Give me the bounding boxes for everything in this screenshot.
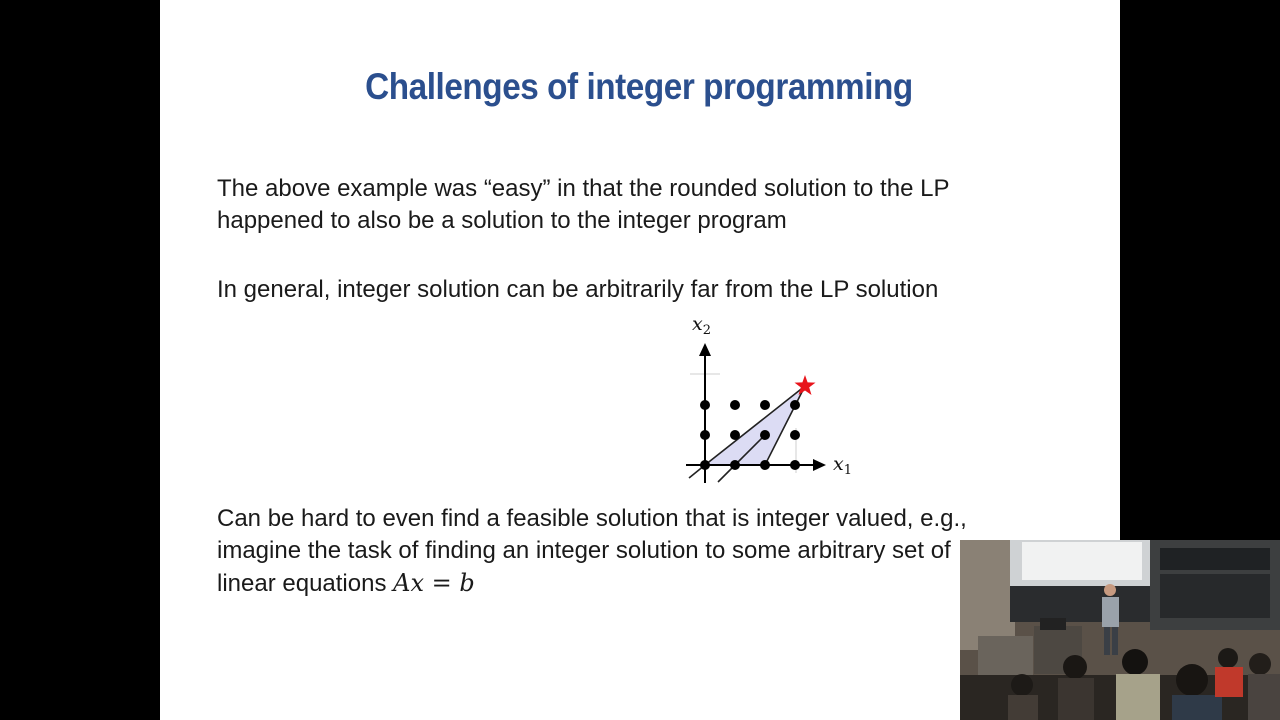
paragraph-text: linear equations [217,570,394,597]
paragraph-rounded-solution [217,173,949,237]
integer-lattice-figure [672,308,872,498]
paragraph-line: Can be hard to even find a feasible solution that is integer valued, e.g., [217,505,967,532]
paragraph-line: happened to also be a solution to the integer program [217,207,787,234]
integer-point [730,430,740,440]
integer-point [760,430,770,440]
integer-point [730,460,740,470]
integer-point [730,400,740,410]
y-axis-label: x [692,313,703,335]
integer-point [700,430,710,440]
integer-point [700,460,710,470]
svg-text:x2 [692,313,711,338]
lecture-video-inset [960,540,1280,720]
x-axis-subscript: 1 [843,463,852,478]
integer-point [790,400,800,410]
paragraph-line: The above example was “easy” in that the rounded solution to the LP [217,175,950,202]
x-axis-label: x [833,453,844,475]
integer-point [790,460,800,470]
integer-point [790,430,800,440]
paragraph-arbitrarily-far: In general, integer solution can be arbitrarily far from the LP solution [217,276,939,303]
integer-point [760,460,770,470]
integer-point [760,400,770,410]
paragraph-line: imagine the task of finding an integer solution to some arbitrary set of [217,537,951,564]
integer-point [700,400,710,410]
svg-text:x1 [833,453,852,478]
equation-ax-equals-b: Ax = b [393,569,475,597]
slide-title: Challenges of integer programming [365,66,913,107]
paragraph-line [217,567,967,600]
y-axis-subscript: 2 [702,323,711,338]
paragraph-hard-to-find [217,503,967,600]
lp-feasible-region [705,386,805,465]
